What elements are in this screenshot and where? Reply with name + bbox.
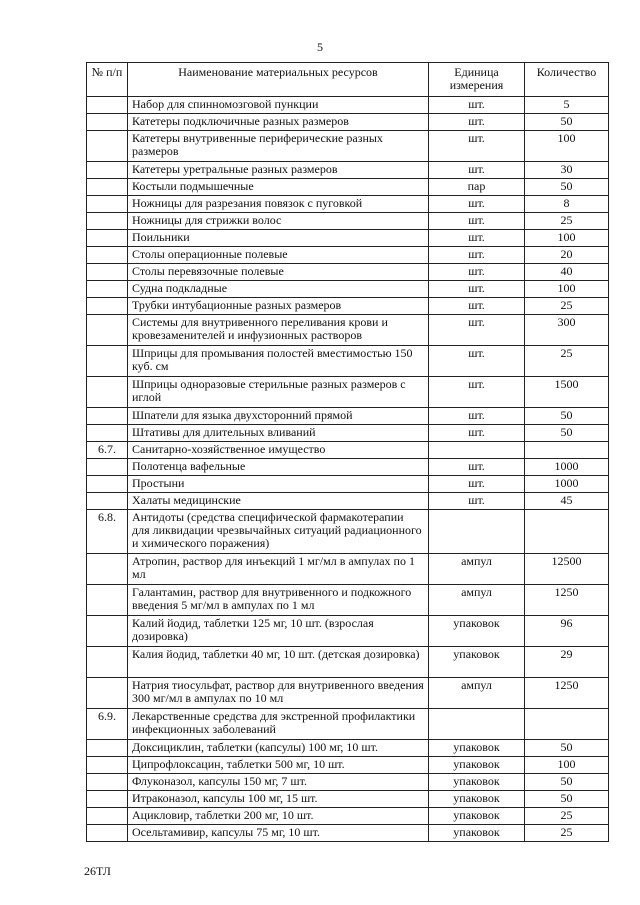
table-row	[87, 97, 609, 114]
table-row	[87, 647, 609, 678]
table-row	[87, 264, 609, 281]
table-header-row	[87, 63, 609, 97]
item-name: Судна подкладные	[128, 281, 429, 298]
item-name: Флуконазол, капсулы 150 мг, 7 шт.	[128, 774, 429, 791]
table-row	[87, 510, 609, 554]
item-quantity: 1500	[525, 377, 609, 408]
item-quantity: 20	[525, 247, 609, 264]
table-row	[87, 616, 609, 647]
item-name: Столы операционные полевые	[128, 247, 429, 264]
item-name: Катетеры подключичные разных размеров	[128, 114, 429, 131]
item-unit: шт.	[429, 377, 525, 408]
table-row	[87, 114, 609, 131]
table-row	[87, 678, 609, 709]
item-quantity: 5	[525, 97, 609, 114]
resources-table	[86, 62, 609, 842]
table-row	[87, 825, 609, 842]
item-name: Поильники	[128, 230, 429, 247]
row-number	[87, 408, 128, 425]
item-unit: шт.	[429, 425, 525, 442]
item-name: Катетеры внутривенные периферические разных размеров	[128, 131, 429, 162]
item-unit: шт.	[429, 346, 525, 377]
row-number	[87, 678, 128, 709]
item-quantity: 25	[525, 298, 609, 315]
table-row	[87, 346, 609, 377]
item-unit: упаковок	[429, 825, 525, 842]
table-body	[87, 97, 609, 842]
item-unit: шт.	[429, 213, 525, 230]
row-number	[87, 585, 128, 616]
item-quantity: 50	[525, 179, 609, 196]
item-quantity	[525, 709, 609, 740]
table-row	[87, 425, 609, 442]
item-quantity: 100	[525, 131, 609, 162]
item-name: Ципрофлоксацин, таблетки 500 мг, 10 шт.	[128, 757, 429, 774]
table-row	[87, 162, 609, 179]
item-name: Костыли подмышечные	[128, 179, 429, 196]
row-number: 6.7.	[87, 442, 128, 459]
item-unit: шт.	[429, 131, 525, 162]
row-number	[87, 315, 128, 346]
footer-code: 26ТЛ	[84, 864, 111, 878]
header-qty: Количество	[525, 63, 609, 97]
item-unit: шт.	[429, 298, 525, 315]
row-number	[87, 281, 128, 298]
item-unit: шт.	[429, 459, 525, 476]
item-name: Натрия тиосульфат, раствор для внутривенного введения 300 мг/мл в ампулах по 10 мл	[128, 678, 429, 709]
row-number	[87, 459, 128, 476]
row-number	[87, 757, 128, 774]
row-number	[87, 162, 128, 179]
item-name: Ножницы для стрижки волос	[128, 213, 429, 230]
table-row	[87, 493, 609, 510]
item-name: Антидоты (средства специфической фармакотерапии для ликвидации чрезвычайных ситуаций радиационного и химического поражения)	[128, 510, 429, 554]
item-unit: упаковок	[429, 740, 525, 757]
header-num: № п/п	[87, 63, 128, 97]
table-row	[87, 408, 609, 425]
item-unit: шт.	[429, 493, 525, 510]
item-unit: упаковок	[429, 774, 525, 791]
header-unit: Единица измерения	[429, 63, 525, 97]
table-row	[87, 213, 609, 230]
item-quantity: 50	[525, 425, 609, 442]
row-number	[87, 179, 128, 196]
row-number	[87, 774, 128, 791]
row-number	[87, 213, 128, 230]
item-quantity: 1000	[525, 476, 609, 493]
item-name: Атропин, раствор для инъекций 1 мг/мл в ампулах по 1 мл	[128, 554, 429, 585]
item-unit: шт.	[429, 315, 525, 346]
item-name: Доксициклин, таблетки (капсулы) 100 мг, 10 шт.	[128, 740, 429, 757]
item-quantity: 100	[525, 230, 609, 247]
table-row	[87, 230, 609, 247]
item-quantity: 50	[525, 774, 609, 791]
item-name: Калий йодид, таблетки 125 мг, 10 шт. (взрослая дозировка)	[128, 616, 429, 647]
table-row	[87, 709, 609, 740]
table-row	[87, 377, 609, 408]
row-number	[87, 647, 128, 678]
item-unit: упаковок	[429, 616, 525, 647]
item-quantity: 50	[525, 408, 609, 425]
item-name: Осельтамивир, капсулы 75 мг, 10 шт.	[128, 825, 429, 842]
item-unit: шт.	[429, 247, 525, 264]
item-quantity: 96	[525, 616, 609, 647]
row-number	[87, 264, 128, 281]
item-unit: шт.	[429, 162, 525, 179]
item-quantity: 25	[525, 825, 609, 842]
item-unit: ампул	[429, 554, 525, 585]
item-quantity: 50	[525, 740, 609, 757]
row-number	[87, 825, 128, 842]
item-quantity: 1250	[525, 585, 609, 616]
item-quantity: 29	[525, 647, 609, 678]
row-number	[87, 131, 128, 162]
item-quantity: 100	[525, 281, 609, 298]
table-row	[87, 281, 609, 298]
item-unit: упаковок	[429, 808, 525, 825]
row-number	[87, 493, 128, 510]
row-number	[87, 298, 128, 315]
item-quantity: 8	[525, 196, 609, 213]
row-number: 6.8.	[87, 510, 128, 554]
header-name: Наименование материальных ресурсов	[128, 63, 429, 97]
row-number	[87, 808, 128, 825]
item-name: Набор для спинномозговой пункции	[128, 97, 429, 114]
item-quantity: 25	[525, 808, 609, 825]
item-unit: шт.	[429, 114, 525, 131]
item-unit: ампул	[429, 585, 525, 616]
item-unit: упаковок	[429, 647, 525, 678]
table-row	[87, 808, 609, 825]
row-number	[87, 97, 128, 114]
table-row	[87, 179, 609, 196]
table-row	[87, 442, 609, 459]
table-row	[87, 315, 609, 346]
item-quantity: 12500	[525, 554, 609, 585]
table-row	[87, 740, 609, 757]
table-row	[87, 196, 609, 213]
item-unit	[429, 510, 525, 554]
row-number	[87, 114, 128, 131]
item-name: Халаты медицинские	[128, 493, 429, 510]
item-name: Галантамин, раствор для внутривенного и подкожного введения 5 мг/мл в ампулах по 1 мл	[128, 585, 429, 616]
table-row	[87, 791, 609, 808]
item-unit: шт.	[429, 476, 525, 493]
row-number	[87, 230, 128, 247]
item-unit: шт.	[429, 264, 525, 281]
item-name: Трубки интубационные разных размеров	[128, 298, 429, 315]
row-number	[87, 346, 128, 377]
item-name: Шприцы одноразовые стерильные разных размеров с иглой	[128, 377, 429, 408]
item-unit: упаковок	[429, 791, 525, 808]
item-unit: шт.	[429, 230, 525, 247]
item-name: Ацикловир, таблетки 200 мг, 10 шт.	[128, 808, 429, 825]
item-unit: пар	[429, 179, 525, 196]
table-row	[87, 459, 609, 476]
row-number	[87, 425, 128, 442]
row-number	[87, 377, 128, 408]
item-quantity	[525, 510, 609, 554]
item-name: Простыни	[128, 476, 429, 493]
row-number: 6.9.	[87, 709, 128, 740]
row-number	[87, 616, 128, 647]
table-row	[87, 131, 609, 162]
item-quantity: 25	[525, 213, 609, 230]
item-quantity: 25	[525, 346, 609, 377]
item-unit: ампул	[429, 678, 525, 709]
item-quantity: 30	[525, 162, 609, 179]
row-number	[87, 247, 128, 264]
item-quantity: 1250	[525, 678, 609, 709]
item-name: Санитарно-хозяйственное имущество	[128, 442, 429, 459]
item-quantity: 50	[525, 791, 609, 808]
row-number	[87, 554, 128, 585]
item-unit	[429, 709, 525, 740]
item-unit: шт.	[429, 196, 525, 213]
item-unit: шт.	[429, 281, 525, 298]
row-number	[87, 740, 128, 757]
item-quantity: 300	[525, 315, 609, 346]
table-row	[87, 585, 609, 616]
table-row	[87, 757, 609, 774]
table-row	[87, 774, 609, 791]
item-name: Итраконазол, капсулы 100 мг, 15 шт.	[128, 791, 429, 808]
item-name: Лекарственные средства для экстренной профилактики инфекционных заболеваний	[128, 709, 429, 740]
item-name: Полотенца вафельные	[128, 459, 429, 476]
item-quantity	[525, 442, 609, 459]
table-row	[87, 554, 609, 585]
item-quantity: 45	[525, 493, 609, 510]
item-name: Столы перевязочные полевые	[128, 264, 429, 281]
row-number	[87, 476, 128, 493]
item-name: Штативы для длительных вливаний	[128, 425, 429, 442]
item-quantity: 100	[525, 757, 609, 774]
table-row	[87, 247, 609, 264]
item-quantity: 50	[525, 114, 609, 131]
item-name: Катетеры уретральные разных размеров	[128, 162, 429, 179]
item-quantity: 40	[525, 264, 609, 281]
item-unit: упаковок	[429, 757, 525, 774]
item-name: Шприцы для промывания полостей вместимостью 150 куб. см	[128, 346, 429, 377]
row-number	[87, 791, 128, 808]
item-name: Системы для внутривенного переливания крови и кровезаменителей и инфузионных растворов	[128, 315, 429, 346]
item-unit: шт.	[429, 97, 525, 114]
page-number: 5	[317, 40, 323, 54]
item-unit: шт.	[429, 408, 525, 425]
item-name: Шпатели для языка двухсторонний прямой	[128, 408, 429, 425]
item-name: Ножницы для разрезания повязок с пуговкой	[128, 196, 429, 213]
row-number	[87, 196, 128, 213]
table-row	[87, 298, 609, 315]
table-row	[87, 476, 609, 493]
item-quantity: 1000	[525, 459, 609, 476]
item-name: Калия йодид, таблетки 40 мг, 10 шт. (детская дозировка)	[128, 647, 429, 678]
item-unit	[429, 442, 525, 459]
